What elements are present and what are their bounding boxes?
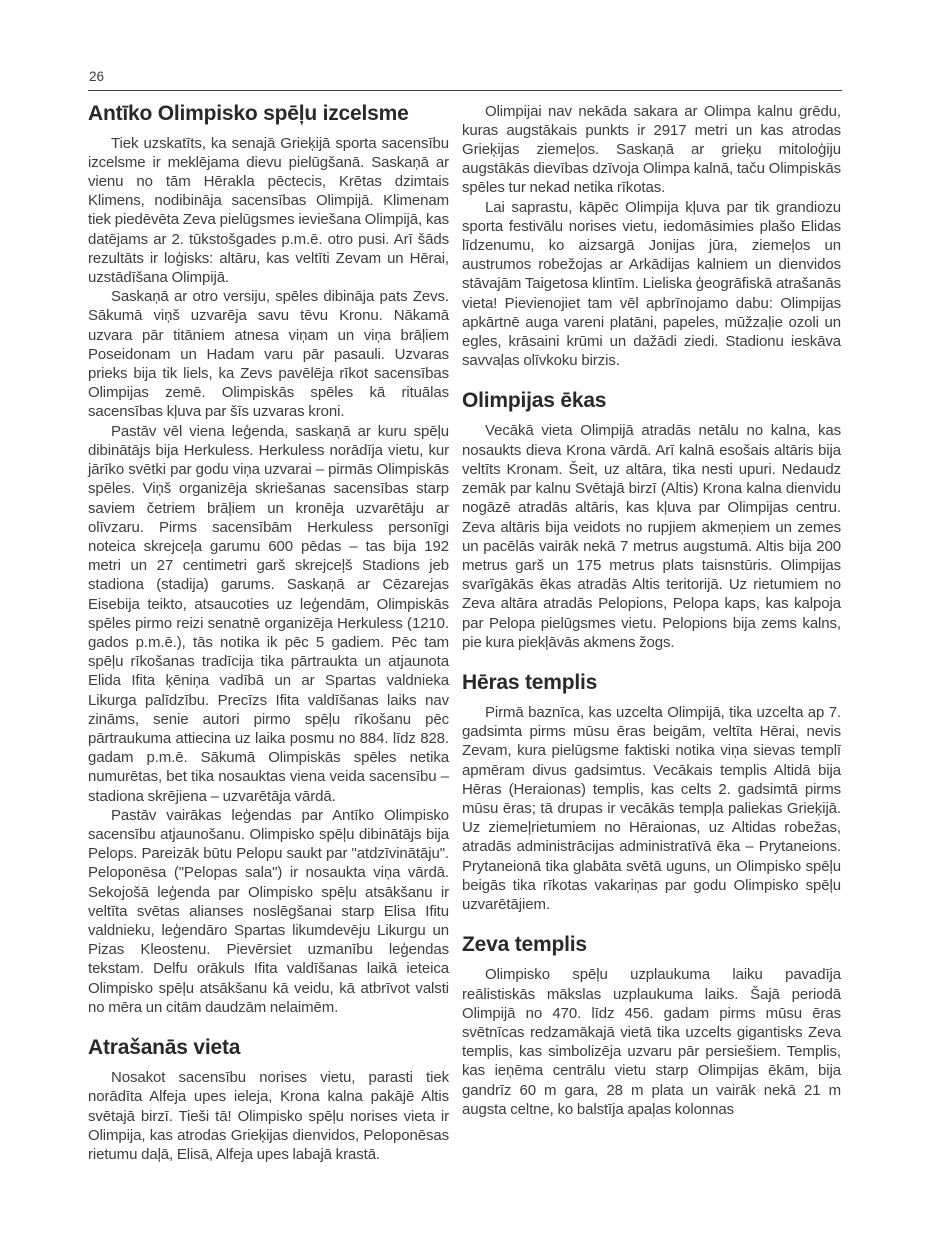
page-header (88, 70, 842, 91)
left-column (88, 102, 449, 1165)
right-column (462, 102, 841, 1120)
two-column-layout (88, 102, 842, 1165)
section-heading-olimpijas-ekas: Olimpijas ēkas (462, 389, 607, 413)
paragraph-elida-valley: Lai saprastu, kāpēc Olimpija kļuva par tik grandiozu sporta festivālu norises vietu, iedomāsimies plašo Elidas līdzenumu, ko aizsargā Jonijas jūra, ziemeļos un austrumos robežojas ar Arkādijas kalniem un dienvidos stāvajām Taigetosa klintīm. Lieliska ģeogrāfiskā atrašanās vieta! Pievienojiet tam vēl apbrīnojamo dabu: Olimpijas apkārtnē auga vareni platāni, papeles, mūžzaļie ozoli un egles, krāsaini krūmi un dažādi ziedi. Stadionu ieskāva savvaļas olīvkoku birzis. (462, 198, 841, 370)
paragraph-origin-1: Tiek uzskatīts, ka senajā Grieķijā sporta sacensību izcelsme ir meklējama dievu pielūgšanā. Saskaņā ar vienu no tām Hērakla pēctecis, Krētas dzimtais Klimens, nodibināja sacensības Olimpijā. Klimenam tiek piedēvēta Zeva pielūgsmes ieviešana Olimpijā, kas datējams ar 2. tūkstošgades p.m.ē. otro pusi. Arī šāds rezultāts ir loģisks: altāru, kas veltīti Zevam un Hērai, uzstādīšana Olimpijā. (88, 134, 449, 287)
paragraph-origin-2: Saskaņā ar otro versiju, spēles dibināja pats Zevs. Sākumā viņš uzvarēja savu tēvu Kronu. Nākamā uzvara pār titāniem atnesa viņam un viņa brāļiem Poseidonam un Hadam varu pār pasauli. Uzvaras prieks bija tik liels, ka Zevs pavēlēja rīkot sacensības Olimpijas zemē. Olimpiskās spēles kā rituālas sacensības kļuva par šīs uzvaras kroni. (88, 288, 449, 421)
paragraph-zeus-temple: Olimpisko spēļu uzplaukuma laiku pavadīja reālistiskās mākslas uzplaukuma laiks. Šajā periodā Olimpijā no 470. līdz 456. gadam pirms mūsu ēras svētnīcas redzamākajā vietā tika uzcelts gigantisks Zeva templis, kas simbolizēja uzvaru pār persiešiem. Templis, kas ieņēma centrālu vietu starp Olimpijas ēkām, bija gandrīz 60 m gara, 28 m plata un vairāk nekā 21 m augsta celtne, ko balstīja apaļas kolonnas (462, 966, 841, 1118)
paragraph-buildings: Vecākā vieta Olimpijā atradās netālu no kalna, kas nosaukts dieva Krona vārdā. Arī kalnā esošais altāris bija veltīts Kronam. Šeit, uz altāra, tika nesti upuri. Nedaudz zemāk par kalnu Svētajā birzī (Altis) Krona kalna dienvidu nogāzē atradās altāris, kas kļuva par Olimpijas centru. Zeva altāris bija veidots no rupjiem akmeņiem un zemes un pacēlās vairāk nekā 7 metrus augstumā. Altis bija 200 metrus garš un 175 metrus plats taisnstūris. Olimpijas svarīgākās ēkas atradās Altis teritorijā. Uz rietumiem no Zeva altāra atradās Pelopions, Pelopa kaps, kas kalpoja par Pelopa pielūgsmes vietu. Pelopions bija zems kalns, pie kura piekļāvās akmens žogs. (462, 422, 841, 651)
section-heading-atrasanas-vieta: Atrašanās vieta (88, 1035, 241, 1059)
header-rule (88, 90, 842, 91)
paragraph-hera-temple: Pirmā baznīca, kas uzcelta Olimpijā, tika uzcelta ap 7. gadsimta pirms mūsu ēras beigām, veltīta Hērai, nevis Zevam, kura pielūgsme faktiski notika viņa sievas templī apmēram divus gadsimtus. Vecākais templis Altidā bija Hēras (Heraionas) templis, kas celts 2. gadsimtā pirms mūsu ēras; tā drupas ir vecākās tempļa paliekas Grieķijā. Uz ziemeļrietumiem no Hēraionas, uz Altidas robežas, atradās administrācijas administratīvā ēka – Prytaneions. Prytaneionā tika glabāta svētā uguns, un Olimpisko spēļu beigās tika rīkotas vakariņas par godu Olimpisko spēļu uzvarētājiem. (462, 704, 841, 914)
paragraph-origin-3: Pastāv vēl viena leģenda, saskaņā ar kuru spēļu dibinātājs bija Herkuless. Herkuless norādīja vietu, kur jārīko svētki par godu viņa uzvarai – pirmās Olimpiskās spēles. Viņš organizēja skriešanas sacensības starp saviem četriem brāļiem un kronēja uzvarētāju ar olīvzaru. Pirms sacensībām Herkuless personīgi noteica skrejceļa garumu 600 pēdas – tas bija 192 metri un 27 centimetri garš skrejceļš Stadions jeb stadiona (stadija) garums. Saskaņā ar Cēzarejas Eisebija teikto, atsaucoties uz leģendām, Olimpiskās spēles pirmo reizi senatnē organizēja Herkuless (1210. gados p.m.ē.), tās notika ik pēc 5 gadiem. Pēc tam spēļu rīkošanas tradīcija tika pārtraukta un atjaunota Elida Ifita ķēniņa vadībā un ar Spartas valdnieka Likurga palīdzību. Precīzs Ifita valdīšanas laiks nav zināms, senie autori pirmo spēļu rīkošanu pēc pārtraukuma attiecina uz laika posmu no 884. līdz 828. gadam p.m.ē. Sākumā Olimpiskās spēles netika numurētas, bet tika nosauktas viena veida sacensību – stadiona skrējiena – uzvarētāja vārdā. (88, 422, 449, 805)
page-number: 26 (89, 69, 105, 84)
paragraph-origin-4: Pastāv vairākas leģendas par Antīko Olimpisko sacensību atjaunošanu. Olimpisko spēļu dibinātājs bija Pelops. Pareizāk būtu Pelopu saukt par "atdzīvinātāju". Peloponēsa ("Pelopas sala") ir nosaukta viņa vārdā. Sekojošā leģenda par Olimpisko spēļu atsākšanu ir veltīta svētas alianses noslēgšanai starp Elisa Ifitu valdnieku, leģendāro Spartas likumdevēju Likurgu un Pizas Kleostenu. Pievērsiet uzmanību leģendas tekstam. Delfu orākuls Ifita valdīšanas laikā ieteica Olimpisko spēļu atsākšanu kā veidu, kā atbrīvot valsti no mēra un citām daudzām nelaimēm. (88, 806, 449, 1016)
article-title: Antīko Olimpisko spēļu izcelsme (88, 101, 409, 125)
paragraph-location: Nosakot sacensību norises vietu, parasti tiek norādīta Alfeja upes ieleja, Krona kalna pakājē Altis svētajā birzī. Tieši tā! Olimpisko spēļu norises vieta ir Olimpija, kas atrodas Grieķijas dienvidos, Peloponēsas rietumu daļā, Elisā, Alfeja upes labajā krastā. (88, 1069, 449, 1163)
section-heading-zeva-templis: Zeva templis (462, 933, 587, 957)
paragraph-olympus-ridge: Olimpijai nav nekāda sakara ar Olimpa kalnu grēdu, kuras augstākais punkts ir 2917 metri un kas atrodas Grieķijas ziemeļos. Saskaņā ar grieķu mitoloģiju augstākās dievības dzīvoja Olimpa kalnā, taču Olimpiskās spēles tur nekad netika rīkotas. (462, 102, 841, 197)
section-heading-heras-templis: Hēras templis (462, 670, 598, 694)
